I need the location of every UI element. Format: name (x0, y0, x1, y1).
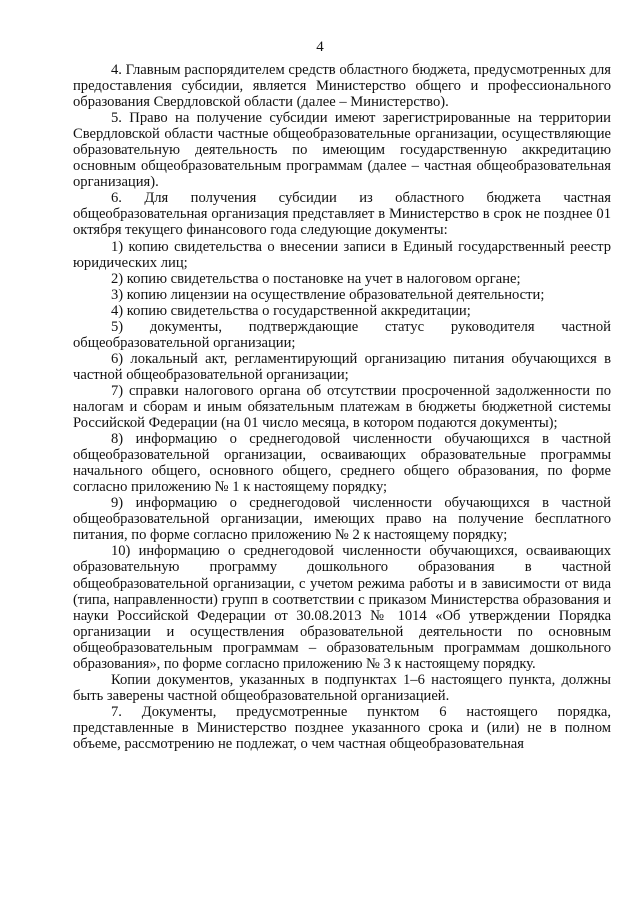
paragraph-7-late-documents: 7. Документы, предусмотренные пунктом 6 настоящего порядка, представленные в Министерство позднее указанного срока и (или) не в полном объеме, рассмотрению не подлежат, о чем частная общеобразовательная (73, 703, 611, 752)
list-item-6-catering-act: 6) локальный акт, регламентирующий организацию питания обучающихся в частной общеобразовательной организации; (73, 350, 611, 383)
paragraph-4-chief-administrator: 4. Главным распорядителем средств областного бюджета, предусмотренных для предоставления субсидии, является Министерство общего и профессионального образования Свердловской области (далее – Министерство). (73, 62, 611, 111)
list-item-10-preschool-count: 10) информацию о среднегодовой численности обучающихся, осваивающих образовательную программу дошкольного образования в частной общеобразовательной организации, с учетом режима работы и в зависимости от вида (типа, направленности) групп в соответствии с приказом Министерства образования и науки Российской Федерации от 30.08.2013 № 1014 «Об утверждении Порядка организации и осуществления образовательной деятельности по основным общеобразовательным программам – образовательным программам дошкольного образования», по форме согласно приложению № 3 к настоящему порядку. (73, 543, 611, 672)
paragraph-copies-certification: Копии документов, указанных в подпунктах 1–6 настоящего пункта, должны быть заверены частной общеобразовательной организацией. (73, 671, 611, 704)
list-item-5-director-status: 5) документы, подтверждающие статус руководителя частной общеобразовательной организации; (73, 318, 611, 351)
list-item-3-license: 3) копию лицензии на осуществление образовательной деятельности; (111, 286, 545, 303)
document-body (73, 62, 611, 752)
paragraph-6-documents-intro: 6. Для получения субсидии из областного бюджета частная общеобразовательная организация представляет в Министерство в срок не позднее 01 октября текущего финансового года следующие документы: (73, 190, 611, 239)
list-item-8-student-count: 8) информацию о среднегодовой численности обучающихся в частной общеобразовательной организации, осваивающих образовательные программы начального общего, основного общего, среднего общего образования, по форме согласно приложению № 1 к настоящему порядку; (73, 431, 611, 496)
list-item-2-tax-registration: 2) копию свидетельства о постановке на учет в налоговом органе; (111, 270, 521, 287)
list-item-4-accreditation: 4) копию свидетельства о государственной аккредитации; (111, 302, 471, 319)
paragraph-5-eligibility: 5. Право на получение субсидии имеют зарегистрированные на территории Свердловской области частные общеобразовательные организации, осуществляющие образовательную деятельность по имеющим государственную аккредитацию основным общеобразовательным программам (далее – частная общеобразовательная организация). (73, 110, 611, 191)
list-item-7-tax-certificate: 7) справки налогового органа об отсутствии просроченной задолженности по налогам и сборам и иным обязательным платежам в бюджеты бюджетной системы Российской Федерации (на 01 число месяца, в котором подаются документы); (73, 382, 611, 432)
list-item-9-free-meals-count: 9) информацию о среднегодовой численности обучающихся в частной общеобразовательной организации, имеющих право на получение бесплатного питания, по форме согласно приложению № 2 к настоящему порядку; (73, 495, 611, 544)
page-number: 4 (316, 39, 324, 55)
list-item-1-egrul-certificate: 1) копию свидетельства о внесении записи в Единый государственный реестр юридических лиц; (73, 238, 611, 271)
